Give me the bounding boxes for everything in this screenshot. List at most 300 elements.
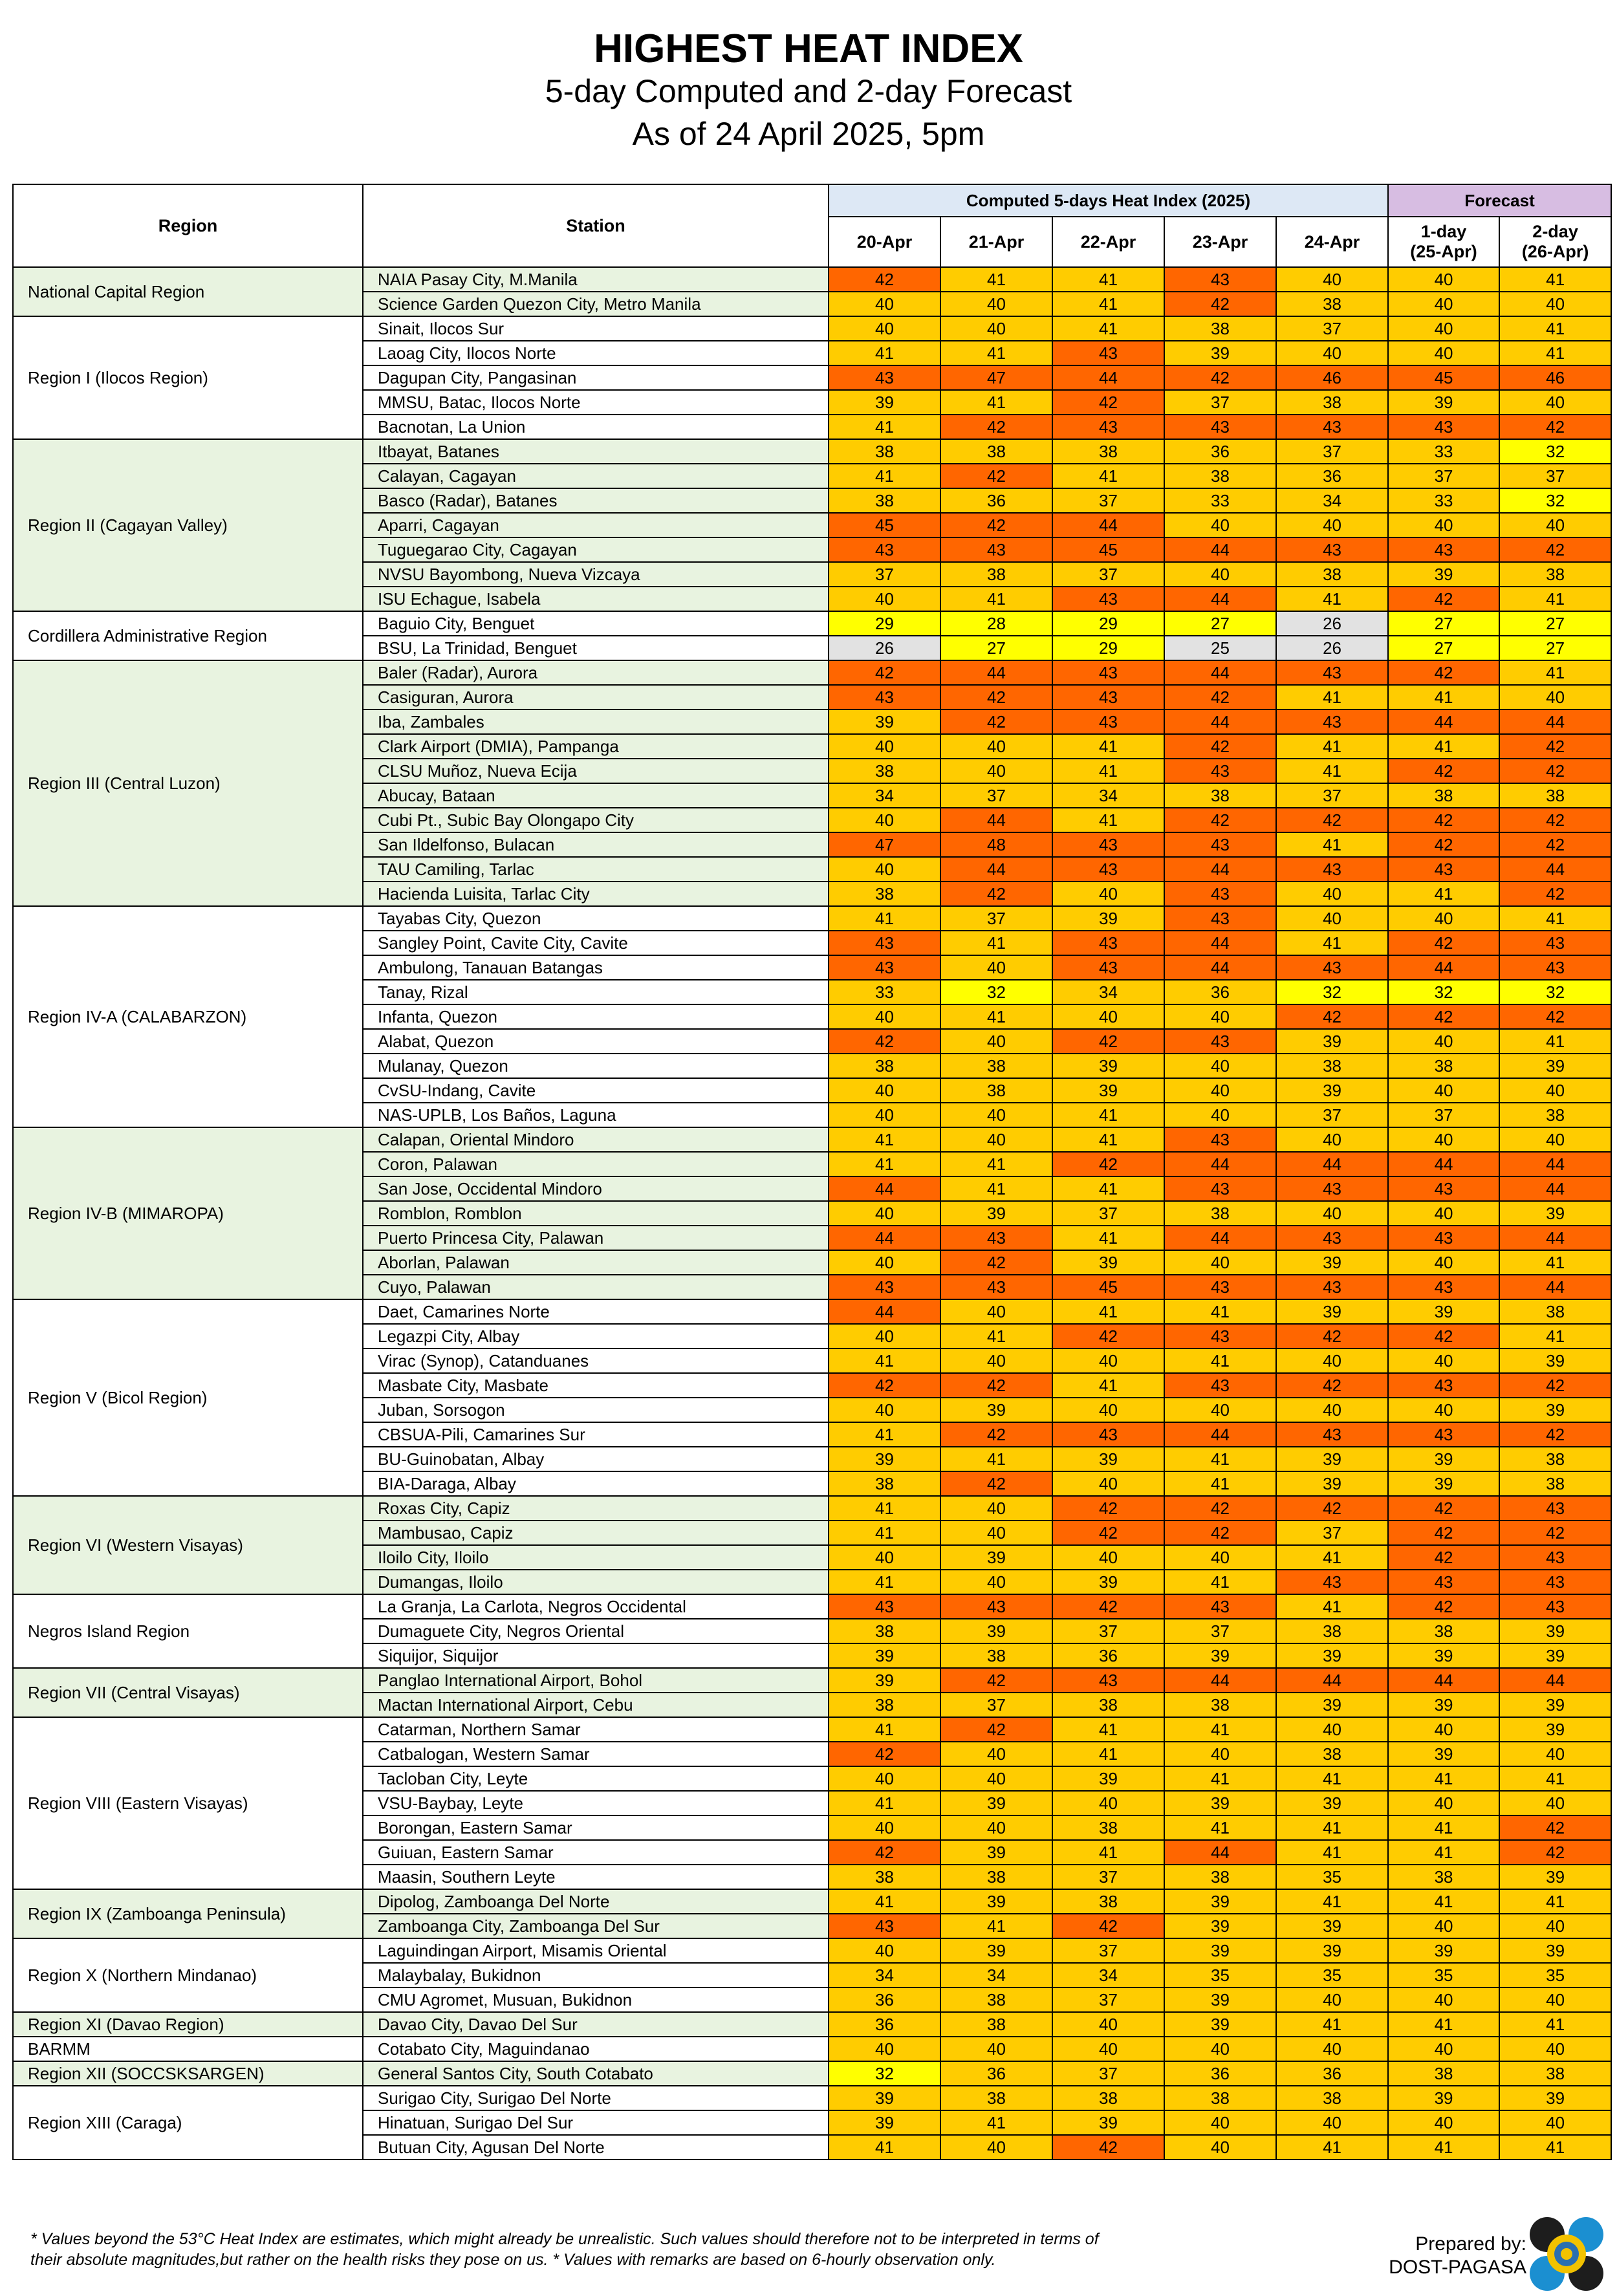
heat-index-value: 44 [1276, 1668, 1388, 1693]
table-row [13, 1594, 1611, 1619]
forecast-value: 39 [1388, 1643, 1499, 1668]
station-cell: Malaybalay, Bukidnon [363, 1963, 829, 1987]
heat-index-value: 37 [940, 906, 1052, 931]
heat-index-value: 42 [940, 513, 1052, 537]
heat-index-value: 39 [940, 1398, 1052, 1422]
footnote-line: their absolute magnitudes,but rather on the health risks they pose on us. * Values with remarks are based on 6-hourly observation only. [30, 2251, 996, 2269]
heat-index-value: 43 [829, 1594, 940, 1619]
heat-index-value: 40 [1276, 2037, 1388, 2061]
heat-index-value: 34 [1052, 980, 1164, 1004]
station-cell: San Jose, Occidental Mindoro [363, 1176, 829, 1201]
station-cell: TAU Camiling, Tarlac [363, 857, 829, 882]
heat-index-value: 42 [1164, 685, 1276, 709]
heat-index-value: 41 [829, 341, 940, 365]
heat-index-value: 41 [1052, 292, 1164, 316]
forecast-value: 44 [1388, 1152, 1499, 1176]
heat-index-value: 44 [1276, 1152, 1388, 1176]
heat-index-value: 41 [1052, 316, 1164, 341]
heat-index-value: 34 [940, 1963, 1052, 1987]
station-cell: VSU-Baybay, Leyte [363, 1791, 829, 1815]
heat-index-value: 41 [829, 2135, 940, 2160]
heat-index-value: 43 [1276, 857, 1388, 882]
forecast-value: 43 [1388, 1373, 1499, 1398]
heat-index-value: 43 [1052, 832, 1164, 857]
heat-index-value: 41 [940, 1176, 1052, 1201]
heat-index-value: 39 [829, 1447, 940, 1471]
heat-index-value: 32 [1276, 980, 1388, 1004]
heat-index-value: 43 [1164, 415, 1276, 439]
station-cell: Daet, Camarines Norte [363, 1299, 829, 1324]
forecast-value: 41 [1499, 267, 1611, 292]
heat-index-value: 39 [1276, 1938, 1388, 1963]
heat-index-value: 39 [1276, 1299, 1388, 1324]
heat-index-value: 40 [829, 1815, 940, 1840]
heat-index-value: 36 [829, 2012, 940, 2037]
station-cell: Itbayat, Batanes [363, 439, 829, 464]
heat-index-value: 43 [1164, 1373, 1276, 1398]
heat-index-value: 29 [1052, 611, 1164, 636]
forecast-value: 41 [1499, 341, 1611, 365]
heat-index-value: 43 [1276, 415, 1388, 439]
heat-index-value: 36 [940, 488, 1052, 513]
heat-index-value: 39 [1276, 1447, 1388, 1471]
heat-index-value: 40 [1052, 1398, 1164, 1422]
heat-index-value: 44 [1164, 660, 1276, 685]
region-cell: Region I (Ilocos Region) [13, 316, 363, 439]
station-cell: Borongan, Eastern Samar [363, 1815, 829, 1840]
heat-index-value: 41 [1052, 1373, 1164, 1398]
forecast-value: 39 [1499, 1348, 1611, 1373]
heat-index-value: 43 [829, 365, 940, 390]
forecast-value: 43 [1388, 1422, 1499, 1447]
forecast-value: 44 [1499, 1668, 1611, 1693]
station-cell: Maasin, Southern Leyte [363, 1865, 829, 1889]
heat-index-value: 34 [1052, 1963, 1164, 1987]
heat-index-value: 41 [940, 2110, 1052, 2135]
forecast-value: 42 [1499, 808, 1611, 832]
forecast-value: 40 [1499, 2110, 1611, 2135]
forecast-value: 38 [1499, 783, 1611, 808]
heat-index-value: 39 [940, 1791, 1052, 1815]
forecast-value: 44 [1499, 1275, 1611, 1299]
heat-index-value: 40 [1164, 1250, 1276, 1275]
heat-index-value: 43 [1052, 1422, 1164, 1447]
heat-index-value: 40 [1276, 1201, 1388, 1226]
heat-index-value: 41 [1052, 464, 1164, 488]
heat-index-value: 43 [1276, 1226, 1388, 1250]
station-cell: San Ildelfonso, Bulacan [363, 832, 829, 857]
station-cell: Tayabas City, Quezon [363, 906, 829, 931]
forecast-value: 39 [1499, 2086, 1611, 2110]
forecast-value: 39 [1499, 1643, 1611, 1668]
heat-index-value: 38 [829, 1619, 940, 1643]
heat-index-value: 38 [940, 1078, 1052, 1103]
station-cell: Iloilo City, Iloilo [363, 1545, 829, 1570]
heat-index-value: 36 [1164, 980, 1276, 1004]
heat-index-value: 44 [940, 808, 1052, 832]
heat-index-value: 42 [1052, 1496, 1164, 1521]
forecast-value: 43 [1499, 1496, 1611, 1521]
heat-index-value: 40 [1276, 1348, 1388, 1373]
forecast-value: 38 [1499, 1103, 1611, 1127]
heat-index-value: 40 [829, 857, 940, 882]
heat-index-value: 40 [1052, 1348, 1164, 1373]
heat-index-value: 38 [1052, 1815, 1164, 1840]
heat-index-value: 36 [1164, 2061, 1276, 2086]
heat-index-value: 40 [940, 1496, 1052, 1521]
heat-index-value: 39 [940, 1840, 1052, 1865]
forecast-value: 40 [1499, 390, 1611, 415]
heat-index-value: 39 [829, 709, 940, 734]
heat-index-value: 43 [940, 537, 1052, 562]
forecast-value: 38 [1388, 783, 1499, 808]
forecast-value: 41 [1388, 1840, 1499, 1865]
station-cell: Sangley Point, Cavite City, Cavite [363, 931, 829, 955]
heat-index-value: 43 [1276, 660, 1388, 685]
region-cell: Region VII (Central Visayas) [13, 1668, 363, 1717]
forecast-value: 40 [1388, 1791, 1499, 1815]
table-row [13, 316, 1611, 341]
heat-index-value: 44 [829, 1226, 940, 1250]
heat-index-value: 41 [1276, 2135, 1388, 2160]
station-cell: Sinait, Ilocos Sur [363, 316, 829, 341]
station-cell: MMSU, Batac, Ilocos Norte [363, 390, 829, 415]
heat-index-value: 44 [1164, 537, 1276, 562]
forecast-value: 40 [1388, 513, 1499, 537]
heat-index-value: 40 [940, 1570, 1052, 1594]
heat-index-value: 41 [1164, 1717, 1276, 1742]
forecast-value: 38 [1499, 2061, 1611, 2086]
heat-index-value: 40 [1052, 2012, 1164, 2037]
table-row [13, 2037, 1611, 2061]
heat-index-value: 44 [829, 1299, 940, 1324]
heat-index-value: 42 [1052, 1914, 1164, 1938]
forecast-value: 38 [1388, 1619, 1499, 1643]
heat-index-value: 48 [940, 832, 1052, 857]
heat-index-value: 37 [1276, 439, 1388, 464]
heat-index-value: 41 [1052, 1127, 1164, 1152]
heat-index-value: 42 [940, 1422, 1052, 1447]
forecast-value: 42 [1388, 1521, 1499, 1545]
heat-index-value: 38 [1052, 439, 1164, 464]
region-cell: Region XI (Davao Region) [13, 2012, 363, 2037]
forecast-value: 40 [1499, 292, 1611, 316]
heat-index-value: 41 [829, 1152, 940, 1176]
heat-index-table [12, 184, 1612, 2160]
heat-index-value: 40 [1276, 513, 1388, 537]
forecast-value: 40 [1499, 1078, 1611, 1103]
station-cell: Baguio City, Benguet [363, 611, 829, 636]
forecast-value: 40 [1388, 292, 1499, 316]
heat-index-value: 40 [940, 759, 1052, 783]
heat-index-value: 35 [1276, 1865, 1388, 1889]
forecast-value: 43 [1388, 1176, 1499, 1201]
forecast-value: 43 [1388, 857, 1499, 882]
station-cell: Tacloban City, Leyte [363, 1766, 829, 1791]
region-cell: Region IV-B (MIMAROPA) [13, 1127, 363, 1299]
forecast-day-date: (26-Apr) [1521, 242, 1589, 261]
heat-index-value: 41 [1276, 1545, 1388, 1570]
region-cell: Region X (Northern Mindanao) [13, 1938, 363, 2012]
forecast-value: 44 [1388, 709, 1499, 734]
heat-index-value: 41 [1164, 1348, 1276, 1373]
forecast-value: 41 [1499, 1889, 1611, 1914]
forecast-value: 39 [1499, 1865, 1611, 1889]
forecast-value: 44 [1499, 857, 1611, 882]
forecast-value: 38 [1388, 1865, 1499, 1889]
forecast-value: 39 [1388, 390, 1499, 415]
heat-index-value: 40 [940, 1815, 1052, 1840]
forecast-day-label: 1-day [1420, 222, 1467, 241]
heat-index-value: 39 [1052, 1766, 1164, 1791]
heat-index-value: 40 [1276, 906, 1388, 931]
heat-index-value: 41 [1276, 1840, 1388, 1865]
forecast-value: 42 [1499, 832, 1611, 857]
station-cell: Tanay, Rizal [363, 980, 829, 1004]
heat-index-value: 40 [829, 1324, 940, 1348]
heat-index-value: 43 [1052, 709, 1164, 734]
forecast-value: 37 [1388, 1103, 1499, 1127]
station-cell: Zamboanga City, Zamboanga Del Sur [363, 1914, 829, 1938]
forecast-value: 39 [1388, 2086, 1499, 2110]
heat-index-value: 42 [1052, 2135, 1164, 2160]
forecast-value: 42 [1388, 1324, 1499, 1348]
heat-index-value: 42 [940, 1250, 1052, 1275]
heat-index-value: 39 [829, 1643, 940, 1668]
forecast-value: 35 [1388, 1963, 1499, 1987]
heat-index-value: 40 [940, 1348, 1052, 1373]
heat-index-value: 40 [1276, 882, 1388, 906]
heat-index-value: 45 [1052, 537, 1164, 562]
heat-index-value: 39 [829, 2110, 940, 2135]
page-title: HIGHEST HEAT INDEX [594, 27, 1023, 71]
heat-index-value: 41 [1276, 1766, 1388, 1791]
station-cell: Iba, Zambales [363, 709, 829, 734]
heat-index-value: 40 [940, 1766, 1052, 1791]
region-cell: Cordillera Administrative Region [13, 611, 363, 660]
heat-index-value: 40 [1276, 1717, 1388, 1742]
heat-index-value: 38 [1164, 1693, 1276, 1717]
forecast-value: 32 [1499, 980, 1611, 1004]
station-cell: NVSU Bayombong, Nueva Vizcaya [363, 562, 829, 587]
heat-index-value: 40 [1164, 2037, 1276, 2061]
footnote-line: * Values beyond the 53°C Heat Index are estimates, which might already be unrealistic. Such values should therefore not to be interpreted in terms of [30, 2230, 1099, 2248]
forecast-value: 44 [1499, 709, 1611, 734]
heat-index-value: 36 [1276, 2061, 1388, 2086]
heat-index-value: 25 [1164, 636, 1276, 660]
heat-index-value: 35 [1276, 1963, 1388, 1987]
region-cell: Region IX (Zamboanga Peninsula) [13, 1889, 363, 1938]
heat-index-value: 41 [829, 1348, 940, 1373]
heat-index-value: 41 [829, 1717, 940, 1742]
heat-index-value: 47 [829, 832, 940, 857]
forecast-value: 41 [1388, 1766, 1499, 1791]
computed-group-header: Computed 5-days Heat Index (2025) [829, 184, 1388, 217]
heat-index-value: 41 [1052, 1742, 1164, 1766]
heat-index-value: 39 [1164, 1791, 1276, 1815]
station-cell: Mambusao, Capiz [363, 1521, 829, 1545]
heat-index-value: 27 [940, 636, 1052, 660]
heat-index-value: 39 [1276, 1078, 1388, 1103]
forecast-value: 43 [1388, 1226, 1499, 1250]
heat-index-value: 41 [940, 587, 1052, 611]
station-cell: Catbalogan, Western Samar [363, 1742, 829, 1766]
heat-index-value: 42 [1164, 365, 1276, 390]
heat-index-value: 39 [1052, 906, 1164, 931]
forecast-group-header: Forecast [1388, 184, 1611, 217]
forecast-value: 44 [1499, 1226, 1611, 1250]
heat-index-value: 39 [1052, 1447, 1164, 1471]
heat-index-value: 39 [940, 1938, 1052, 1963]
heat-index-value: 39 [1052, 1054, 1164, 1078]
heat-index-value: 40 [940, 2135, 1052, 2160]
heat-index-value: 43 [1276, 709, 1388, 734]
heat-index-value: 38 [1276, 1054, 1388, 1078]
heat-index-value: 42 [1276, 1373, 1388, 1398]
heat-index-value: 40 [1276, 1127, 1388, 1152]
heat-index-value: 39 [940, 1619, 1052, 1643]
forecast-value: 40 [1388, 316, 1499, 341]
heat-index-value: 37 [829, 562, 940, 587]
heat-index-value: 40 [1276, 341, 1388, 365]
forecast-value: 45 [1388, 365, 1499, 390]
forecast-value: 39 [1388, 1742, 1499, 1766]
heat-index-value: 38 [829, 1693, 940, 1717]
heat-index-value: 40 [829, 1103, 940, 1127]
heat-index-value: 43 [1052, 415, 1164, 439]
forecast-value: 42 [1499, 1840, 1611, 1865]
region-cell: Region XIII (Caraga) [13, 2086, 363, 2160]
heat-index-value: 43 [1276, 1570, 1388, 1594]
heat-index-value: 39 [1164, 2012, 1276, 2037]
heat-index-value: 40 [829, 1938, 940, 1963]
forecast-value: 42 [1388, 1545, 1499, 1570]
heat-index-value: 43 [1164, 1275, 1276, 1299]
forecast-value: 41 [1388, 1815, 1499, 1840]
heat-index-value: 40 [1052, 1791, 1164, 1815]
forecast-value: 39 [1388, 1471, 1499, 1496]
heat-index-value: 44 [1164, 1422, 1276, 1447]
heat-index-value: 41 [829, 1127, 940, 1152]
heat-index-value: 38 [940, 562, 1052, 587]
heat-index-value: 40 [940, 1299, 1052, 1324]
station-cell: NAIA Pasay City, M.Manila [363, 267, 829, 292]
heat-index-value: 43 [1052, 857, 1164, 882]
forecast-value: 42 [1388, 1496, 1499, 1521]
forecast-value: 43 [1388, 1275, 1499, 1299]
heat-index-value: 41 [940, 1324, 1052, 1348]
heat-index-value: 40 [1164, 513, 1276, 537]
heat-index-value: 42 [940, 709, 1052, 734]
station-cell: Panglao International Airport, Bohol [363, 1668, 829, 1693]
heat-index-value: 40 [1164, 2110, 1276, 2135]
forecast-value: 38 [1388, 2061, 1499, 2086]
table-body [13, 267, 1611, 2160]
heat-index-value: 39 [829, 2086, 940, 2110]
heat-index-value: 38 [829, 1865, 940, 1889]
forecast-value: 43 [1388, 415, 1499, 439]
heat-index-value: 40 [829, 316, 940, 341]
heat-index-value: 34 [829, 1963, 940, 1987]
forecast-value: 40 [1388, 1914, 1499, 1938]
heat-index-value: 41 [1276, 1889, 1388, 1914]
heat-index-value: 42 [829, 660, 940, 685]
heat-index-value: 44 [829, 1176, 940, 1201]
heat-index-value: 42 [829, 267, 940, 292]
heat-index-value: 43 [1052, 931, 1164, 955]
heat-index-value: 39 [1276, 1791, 1388, 1815]
station-cell: BSU, La Trinidad, Benguet [363, 636, 829, 660]
heat-index-value: 43 [1276, 537, 1388, 562]
forecast-value: 39 [1388, 1938, 1499, 1963]
heat-index-value: 43 [940, 1275, 1052, 1299]
heat-index-value: 41 [940, 1152, 1052, 1176]
forecast-value: 41 [1388, 2012, 1499, 2037]
heat-index-value: 38 [940, 1865, 1052, 1889]
forecast-value: 42 [1388, 1594, 1499, 1619]
heat-index-value: 38 [1164, 1201, 1276, 1226]
heat-index-value: 37 [940, 1693, 1052, 1717]
region-cell: Negros Island Region [13, 1594, 363, 1668]
station-cell: Infanta, Quezon [363, 1004, 829, 1029]
heat-index-value: 40 [1164, 562, 1276, 587]
heat-index-value: 41 [829, 1521, 940, 1545]
day-header: 23-Apr [1164, 217, 1276, 267]
forecast-value: 39 [1388, 1693, 1499, 1717]
station-cell: Cuyo, Palawan [363, 1275, 829, 1299]
heat-index-value: 40 [940, 955, 1052, 980]
forecast-value: 41 [1499, 587, 1611, 611]
heat-index-value: 42 [1052, 1521, 1164, 1545]
heat-index-value: 38 [940, 1054, 1052, 1078]
table-row [13, 906, 1611, 931]
forecast-value: 44 [1499, 1176, 1611, 1201]
heat-index-value: 38 [1052, 2086, 1164, 2110]
forecast-value: 42 [1499, 882, 1611, 906]
station-cell: General Santos City, South Cotabato [363, 2061, 829, 2086]
forecast-value: 38 [1499, 562, 1611, 587]
region-cell: Region XII (SOCCSKSARGEN) [13, 2061, 363, 2086]
heat-index-value: 37 [1052, 1619, 1164, 1643]
heat-index-value: 44 [1164, 587, 1276, 611]
heat-index-value: 42 [1052, 1029, 1164, 1054]
forecast-value: 40 [1388, 1987, 1499, 2012]
heat-index-value: 43 [829, 1275, 940, 1299]
heat-index-value: 39 [940, 1545, 1052, 1570]
agency-name: DOST-PAGASA [1389, 2257, 1526, 2278]
heat-index-value: 36 [1052, 1643, 1164, 1668]
forecast-value: 42 [1499, 1004, 1611, 1029]
forecast-value: 35 [1499, 1963, 1611, 1987]
heat-index-value: 39 [1164, 1889, 1276, 1914]
station-cell: Basco (Radar), Batanes [363, 488, 829, 513]
heat-index-value: 43 [1164, 1176, 1276, 1201]
station-cell: Guiuan, Eastern Samar [363, 1840, 829, 1865]
heat-index-value: 42 [829, 1840, 940, 1865]
region-column-header: Region [13, 184, 363, 267]
heat-index-value: 41 [1276, 2012, 1388, 2037]
heat-index-value: 43 [829, 537, 940, 562]
heat-index-value: 34 [1276, 488, 1388, 513]
forecast-value: 40 [1499, 513, 1611, 537]
heat-index-value: 41 [829, 1496, 940, 1521]
forecast-value: 40 [1499, 1127, 1611, 1152]
heat-index-value: 38 [940, 439, 1052, 464]
heat-index-value: 40 [940, 1742, 1052, 1766]
forecast-value: 39 [1499, 1693, 1611, 1717]
heat-index-value: 40 [829, 1078, 940, 1103]
heat-index-value: 36 [1164, 439, 1276, 464]
